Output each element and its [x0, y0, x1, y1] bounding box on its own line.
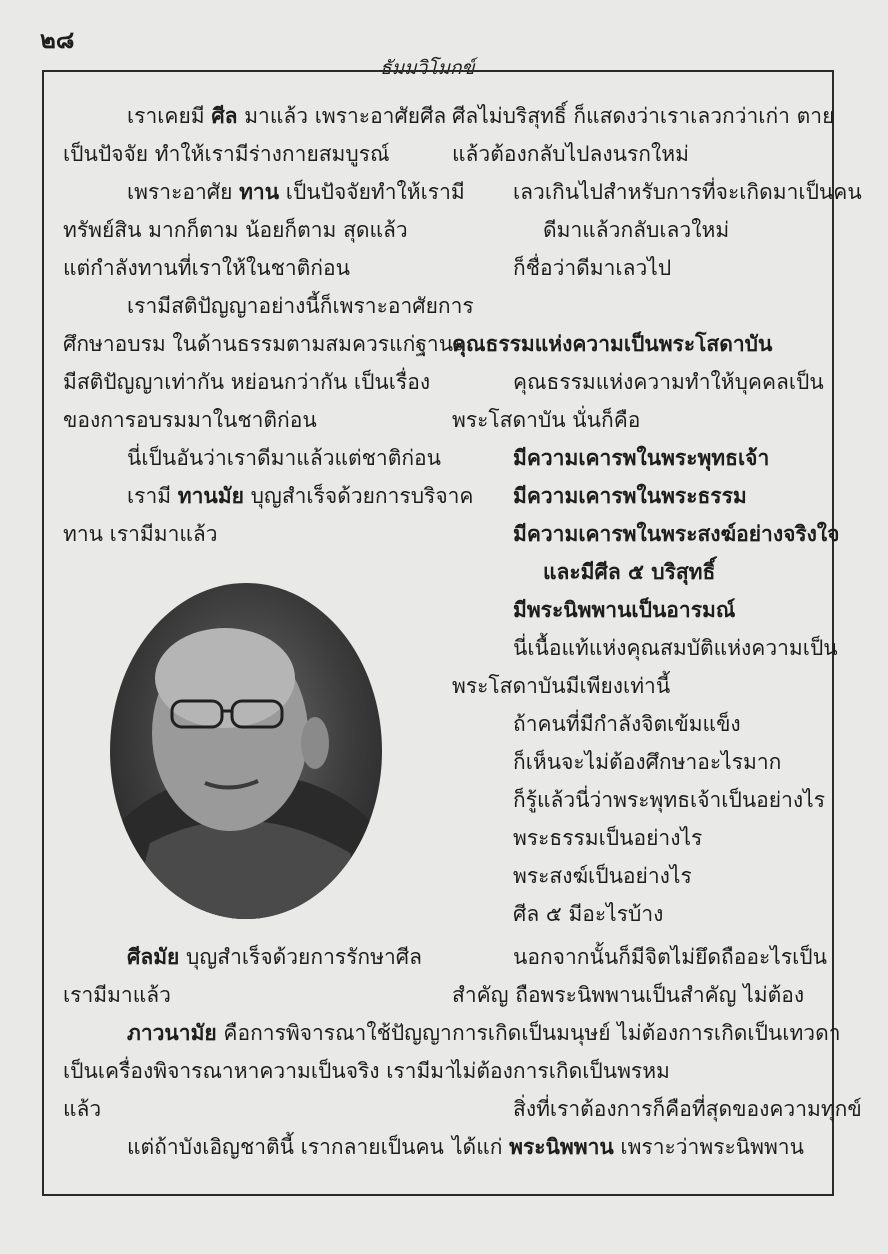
line-emphasis: พระนิพพาน — [509, 1135, 614, 1159]
line-text: เรามีสติปัญญาอย่างนี้ก็เพราะอาศัยการ — [127, 294, 474, 318]
line-text: ก็เห็นจะไม่ต้องศึกษาอะไรมาก — [513, 750, 782, 774]
line-emphasis: มีความเคารพในพระสงฆ์อย่างจริงใจ — [513, 522, 840, 546]
line-emphasis: มีความเคารพในพระธรรม — [513, 484, 747, 508]
line-text: พระสงฆ์เป็นอย่างไร — [513, 864, 692, 888]
monk-portrait-image — [110, 583, 382, 919]
line-text: ดีมาแล้วกลับเลวใหม่ — [543, 218, 730, 242]
line-emphasis: ศีล — [211, 104, 238, 128]
right-line — [452, 102, 834, 130]
right-line — [513, 900, 663, 928]
left-top-line — [127, 292, 474, 320]
line-emphasis: ภาวนามัย — [127, 1021, 217, 1045]
right-line — [452, 1019, 841, 1047]
line-text: เป็นเครื่องพิจารณาหาความเป็นจริง เรามีมา — [63, 1059, 456, 1083]
line-text: สิ่งที่เราต้องการก็คือที่สุดของความทุกข์ — [513, 1097, 862, 1121]
right-line — [452, 1133, 804, 1161]
line-text: ศีลไม่บริสุทธิ์ ก็แสดงว่าเราเลวกว่าเก่า ตาย — [452, 104, 835, 128]
line-text: ทรัพย์สิน มากก็ตาม น้อยก็ตาม สุดแล้ว — [63, 218, 408, 242]
line-text: เป็นปัจจัย ทำให้เรามีร่างกายสมบูรณ์ — [63, 142, 390, 166]
line-text: แล้ว — [63, 1097, 102, 1121]
right-line — [513, 862, 692, 890]
line-text: ศึกษาอบรม ในด้านธรรมตามสมควรแก่ฐานะ — [63, 332, 465, 356]
line-text: เราเคยมี — [127, 104, 212, 128]
running-header: ธัมมวิโมกข์ — [380, 57, 475, 79]
line-text: เรามี — [127, 484, 178, 508]
line-emphasis: ศีลมัย — [127, 945, 180, 969]
line-text: แต่กำลังทานที่เราให้ในชาติก่อน — [63, 256, 350, 280]
line-text: ก็รู้แล้วนี่ว่าพระพุทธเจ้าเป็นอย่างไร — [513, 788, 825, 812]
right-line — [513, 520, 839, 548]
line-text: นี่เนื้อแท้แห่งคุณสมบัติแห่งความเป็น — [513, 636, 838, 660]
left-bottom-line — [127, 1019, 452, 1047]
right-line — [513, 748, 781, 776]
right-line — [513, 634, 838, 662]
line-text: ของการอบรมมาในชาติก่อน — [63, 408, 317, 432]
line-text: พระโสดาบัน นั่นก็คือ — [452, 408, 641, 432]
right-line — [452, 140, 689, 168]
right-line — [513, 254, 671, 282]
left-top-line — [127, 102, 446, 130]
line-text: ได้แก่ — [452, 1135, 510, 1159]
left-top-line — [63, 254, 350, 282]
line-text: คุณธรรมแห่งความทำให้บุคคลเป็น — [513, 370, 824, 394]
left-top-line — [63, 520, 218, 548]
right-line — [543, 558, 715, 586]
line-emphasis: มีพระนิพพานเป็นอารมณ์ — [513, 598, 736, 622]
line-emphasis: ทานมัย — [177, 484, 244, 508]
left-bottom-line — [127, 1133, 444, 1161]
line-text: เป็นปัจจัยทำให้เรามี — [279, 180, 465, 204]
line-text: บุญสำเร็จด้วยการบริจาค — [243, 484, 474, 508]
line-text: มาแล้ว เพราะอาศัยศีล — [237, 104, 447, 128]
line-text: เพราะว่าพระนิพพาน — [613, 1135, 804, 1159]
line-text: เลวเกินไปสำหรับการที่จะเกิดมาเป็นคน — [513, 180, 862, 204]
left-top-line — [127, 444, 441, 472]
right-line — [513, 824, 702, 852]
left-bottom-line — [63, 1095, 101, 1123]
line-text: บุญสำเร็จด้วยการรักษาศีล — [179, 945, 422, 969]
line-text: แต่ถ้าบังเอิญชาตินี้ เรากลายเป็นคน — [127, 1135, 444, 1159]
left-bottom-line — [127, 943, 422, 971]
left-top-line — [127, 178, 465, 206]
left-top-line — [63, 330, 464, 358]
right-line — [452, 330, 772, 358]
left-bottom-line — [63, 1057, 456, 1085]
right-line — [452, 406, 640, 434]
right-line — [543, 216, 729, 244]
page-number: ๒๘ — [40, 26, 75, 54]
right-line — [513, 786, 825, 814]
right-line — [513, 482, 747, 510]
line-text: ก็ชื่อว่าดีมาเลวไป — [513, 256, 672, 280]
line-text: เรามีมาแล้ว — [63, 983, 171, 1007]
left-top-line — [63, 216, 408, 244]
line-text: พระธรรมเป็นอย่างไร — [513, 826, 703, 850]
line-text: ทาน เรามีมาแล้ว — [63, 522, 218, 546]
line-text: นี่เป็นอันว่าเราดีมาแล้วแต่ชาติก่อน — [127, 446, 442, 470]
line-text: ศีล ๕ มีอะไรบ้าง — [513, 902, 664, 926]
line-text: แล้วต้องกลับไปลงนรกใหม่ — [452, 142, 689, 166]
right-line — [513, 710, 741, 738]
line-text: เพราะอาศัย — [127, 180, 240, 204]
right-line — [513, 943, 827, 971]
right-line — [513, 596, 735, 624]
line-text: ถ้าคนที่มีกำลังจิตเข้มแข็ง — [513, 712, 741, 736]
line-emphasis: มีความเคารพในพระพุทธเจ้า — [513, 446, 770, 470]
portrait-photo — [110, 583, 382, 919]
line-text: มีสติปัญญาเท่ากัน หย่อนกว่ากัน เป็นเรื่อง — [63, 370, 431, 394]
line-emphasis: ทาน — [239, 180, 280, 204]
right-line — [513, 368, 824, 396]
right-line — [452, 1057, 670, 1085]
left-top-line — [63, 406, 317, 434]
line-text: คือการพิจารณาใช้ปัญญา — [216, 1021, 452, 1045]
left-top-line — [63, 368, 430, 396]
line-text: การเกิดเป็นมนุษย์ ไม่ต้องการเกิดเป็นเทวดา — [452, 1021, 841, 1045]
line-emphasis: และมีศีล ๕ บริสุทธิ์ — [543, 560, 716, 584]
right-line — [513, 444, 769, 472]
right-line — [513, 1095, 862, 1123]
right-line — [452, 672, 670, 700]
left-bottom-line — [63, 981, 171, 1009]
line-text: นอกจากนั้นก็มีจิตไม่ยึดถืออะไรเป็น — [513, 945, 827, 969]
left-top-line — [63, 140, 390, 168]
line-text: ไม่ต้องการเกิดเป็นพรหม — [452, 1059, 670, 1083]
line-emphasis: คุณธรรมแห่งความเป็นพระโสดาบัน — [452, 332, 773, 356]
line-text: สำคัญ ถือพระนิพพานเป็นสำคัญ ไม่ต้อง — [452, 983, 805, 1007]
right-line — [452, 981, 804, 1009]
line-text: พระโสดาบันมีเพียงเท่านี้ — [452, 674, 671, 698]
left-top-line — [127, 482, 473, 510]
right-line — [513, 178, 862, 206]
